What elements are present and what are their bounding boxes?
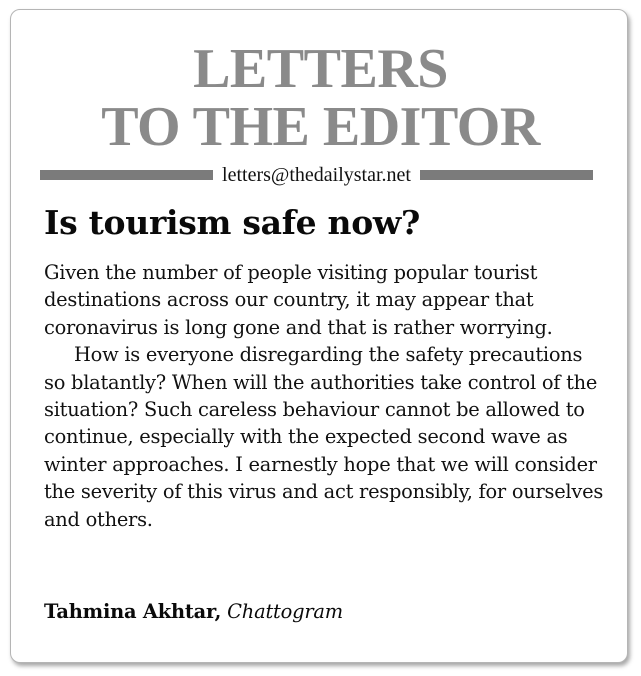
- letter-body: [44, 259, 604, 533]
- left-rule: [40, 170, 213, 180]
- letter-headline: Is tourism safe now?: [44, 203, 421, 242]
- editor-email: letters@thedailystar.net: [222, 163, 411, 186]
- section-title-line-2: TO THE EDITOR: [101, 96, 540, 158]
- email-banner: [40, 163, 593, 187]
- section-title-line-1: LETTERS: [193, 38, 448, 100]
- letter-paragraph-2: How is everyone disregarding the safety precautions so blatantly? When will the authorities take control of the situation? Such careless behaviour cannot be allowed to continue, especially with the expected second wave as winter approaches. I earnestly hope that we will consider the severity of this virus and act responsibly, for ourselves and others.: [44, 343, 604, 531]
- letter-signature: [44, 600, 343, 623]
- author-name: Tahmina Akhtar,: [44, 600, 222, 623]
- letter-paragraph-1: Given the number of people visiting popular tourist destinations across our country, it may appear that coronavirus is long gone and that is rather worrying.: [44, 261, 553, 339]
- right-rule: [420, 170, 593, 180]
- author-location: Chattogram: [227, 600, 343, 623]
